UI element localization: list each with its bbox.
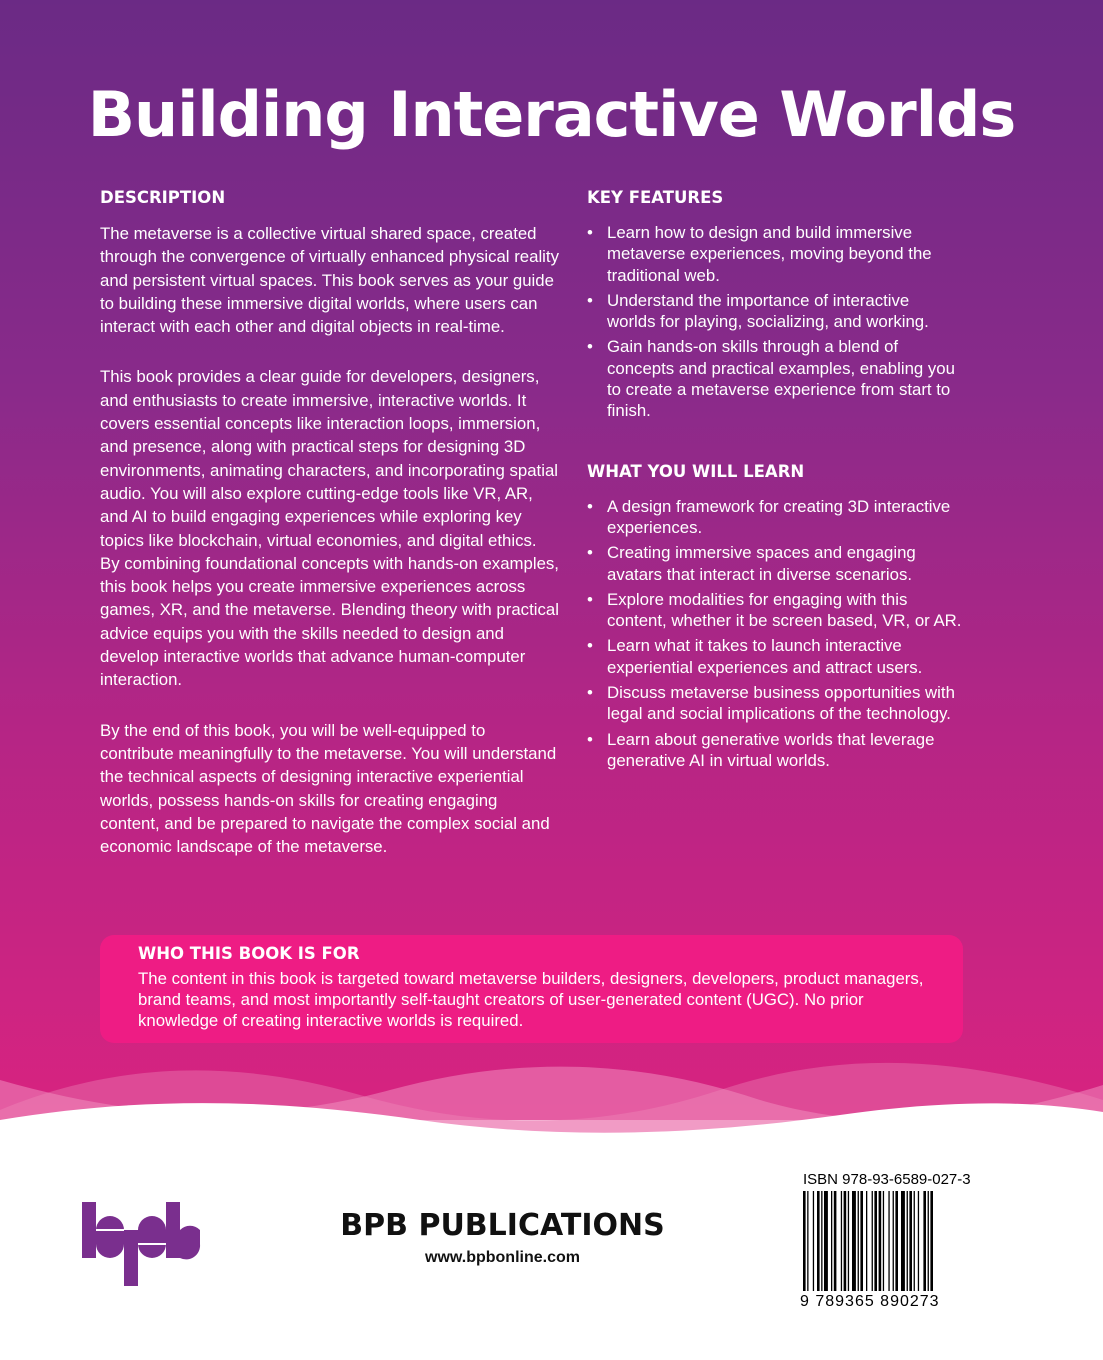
description-heading: DESCRIPTION — [100, 188, 226, 207]
description-paragraph: By the end of this book, you will be well-equipped to contribute meaningfully to the metaverse. You will understand the technical aspects of designing interactive experiential worlds, possess hands-on skills for creating engaging content, and be prepared to navigate the complex social and economic landscape of the metaverse. — [100, 720, 557, 857]
key-features-list — [587, 222, 962, 422]
bullet-icon: • — [587, 223, 593, 242]
list-item: • Learn how to design and build immersive metaverse experiences, moving beyond the traditional web. — [587, 223, 932, 285]
list-item: • Understand the importance of interactive worlds for playing, socializing, and working. — [587, 290, 929, 332]
bullet-icon: • — [587, 337, 593, 357]
list-item: • Creating immersive spaces and engaging avatars that interact in diverse scenarios. — [587, 543, 916, 584]
bullet-icon: • — [587, 729, 593, 749]
list-item: • A design framework for creating 3D interactive experiences. — [587, 496, 951, 537]
bullet-icon: • — [587, 589, 593, 609]
list-item: • Explore modalities for engaging with this content, whether it be screen based, VR, or AR. — [587, 589, 962, 631]
list-item: • Learn what it takes to launch interactive experiential experiences and attract users. — [587, 636, 923, 677]
bpb-logo-icon — [80, 1200, 202, 1286]
bullet-icon: • — [587, 543, 593, 563]
isbn-label: ISBN 978-93-6589-027-3 — [803, 1171, 971, 1188]
bullet-icon: • — [587, 290, 593, 310]
book-title: Building Interactive Worlds — [87, 78, 1016, 151]
barcode-number: 9 789365 890273 — [800, 1293, 940, 1310]
barcode-icon — [803, 1191, 978, 1301]
what-you-will-learn-heading: WHAT YOU WILL LEARN — [587, 461, 805, 481]
who-heading: WHO THIS BOOK IS FOR — [138, 944, 360, 963]
bullet-icon: • — [587, 636, 593, 656]
who-text: The content in this book is targeted toward metaverse builders, designers, developers, product managers, brand teams, and most importantly self-taught creators of user-generated content (UGC). No prior knowledge of creating interactive worlds is required. — [138, 969, 924, 1030]
publisher-url: www.bpbonline.com — [425, 1249, 580, 1266]
wave-decoration — [0, 1040, 1103, 1150]
description-section — [100, 188, 560, 885]
publisher-name: BPB PUBLICATIONS — [340, 1208, 665, 1243]
list-item: • Gain hands-on skills through a blend of concepts and practical examples, enabling you to create a metaverse experience from start to finish. — [587, 337, 955, 421]
bullet-icon: • — [587, 496, 593, 516]
features-column — [587, 188, 962, 775]
list-item: • Learn about generative worlds that leverage generative AI in virtual worlds. — [587, 729, 935, 770]
bullet-icon: • — [587, 683, 593, 703]
learn-list — [587, 496, 962, 772]
who-this-book-is-for-box — [100, 935, 963, 1043]
description-paragraph: This book provides a clear guide for developers, designers, and enthusiasts to create immersive, interactive worlds. It covers essential concepts like interaction loops, immersion, and presence, along with practical steps for designing 3D environments, animating characters, and incorporating spatial audio. You will also explore cutting-edge tools like VR, AR, and AI to build engaging experiences while exploring key topics like blockchain, virtual economies, and digital ethics. By combining foundational concepts with hands-on examples, this book helps you create immersive experiences across games, XR, and the metaverse. Blending theory with practical advice equips you with the skills needed to design and develop interactive worlds that advance human-computer interaction. — [100, 367, 559, 690]
description-paragraph: The metaverse is a collective virtual shared space, created through the convergence of virtually enhanced physical reality and persistent virtual spaces. This book serves as your guide to building these immersive digital worlds, where users can interact with each other and digital objects in real-time. — [100, 224, 559, 337]
key-features-heading: KEY FEATURES — [587, 188, 724, 207]
list-item: • Discuss metaverse business opportunities with legal and social implications of the technology. — [587, 683, 955, 724]
